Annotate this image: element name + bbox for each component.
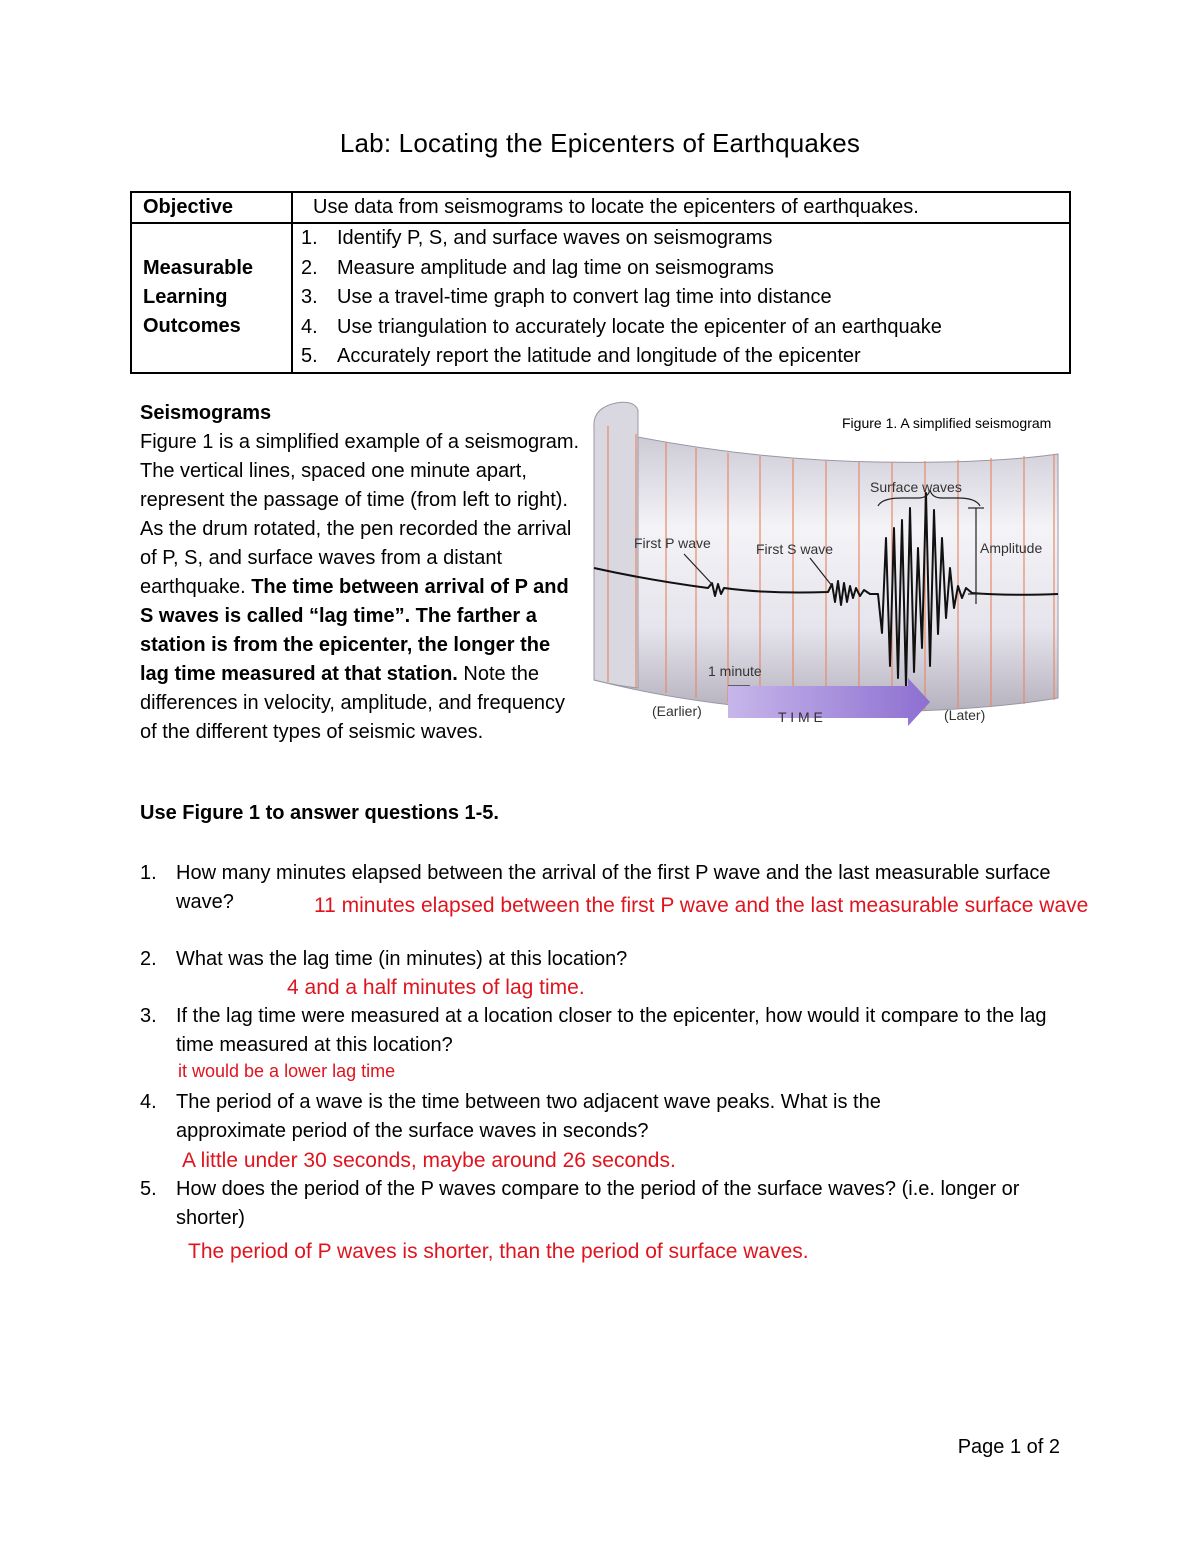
seismogram-figure <box>588 398 1064 740</box>
outcome-number: 4. <box>301 315 318 338</box>
label-surface-waves: Surface waves <box>870 479 962 495</box>
label-first-p-wave: First P wave <box>634 535 711 551</box>
outcome-text: Identify P, S, and surface waves on seismograms <box>337 227 773 249</box>
outcome-text: Measure amplitude and lag time on seismograms <box>337 256 774 279</box>
question-5 <box>140 1175 1055 1233</box>
question-2 <box>140 945 1055 974</box>
question-text: The period of a wave is the time between two adjacent wave peaks. What is the approximate period of the surface waves in seconds? <box>176 1091 881 1142</box>
answer-2: 4 and a half minutes of lag time. <box>287 976 585 999</box>
question-number: 1. <box>140 862 157 884</box>
question-number: 5. <box>140 1178 157 1200</box>
label-amplitude: Amplitude <box>980 540 1043 556</box>
label-time: T I M E <box>778 709 823 725</box>
page-title: Lab: Locating the Epicenters of Earthquakes <box>339 128 861 158</box>
drum-curl <box>594 402 638 688</box>
page-number: Page 1 of 2 <box>957 1436 1060 1458</box>
outcomes-label-line: Outcomes <box>143 315 241 338</box>
answer-5: The period of P waves is shorter, than the period of surface waves. <box>188 1240 809 1263</box>
seismograms-paragraph: Figure 1 is a simplified example of a seismogram. The vertical lines, spaced one minute apart, represent the passage of time (from left to right). As the drum rotated, the pen recorded the arrival of P, S, and surface waves from a distant earthquake. <box>140 431 580 598</box>
seismogram-drum-illustration <box>588 398 1064 740</box>
outcome-text: Use triangulation to accurately locate the epicenter of an earthquake <box>337 315 942 338</box>
outcomes-label <box>131 223 292 373</box>
outcome-number: 2. <box>301 256 318 279</box>
outcome-text: Accurately report the latitude and longitude of the epicenter <box>337 345 861 367</box>
question-text: What was the lag time (in minutes) at this location? <box>176 948 628 970</box>
answer-4: A little under 30 seconds, maybe around 26 seconds. <box>182 1149 676 1172</box>
outcomes-label-line: Measurable <box>143 257 254 280</box>
objectives-table <box>130 191 1071 374</box>
question-number: 2. <box>140 948 157 970</box>
outcomes-list <box>293 224 1069 372</box>
objective-text: Use data from seismograms to locate the epicenters of earthquakes. <box>292 192 1070 223</box>
question-number: 3. <box>140 1005 157 1027</box>
objective-label: Objective <box>131 192 292 223</box>
outcomes-row <box>131 223 1070 373</box>
outcome-number: 5. <box>301 345 318 367</box>
seismograms-section <box>140 399 580 747</box>
label-one-minute: 1 minute <box>708 663 762 679</box>
figure-caption: Figure 1. A simplified seismogram <box>842 415 1052 431</box>
outcome-text: Use a travel-time graph to convert lag time into distance <box>337 286 832 308</box>
answer-3: it would be a lower lag time <box>178 1061 396 1081</box>
label-later: (Later) <box>944 707 986 723</box>
outcome-number: 3. <box>301 286 318 308</box>
outcomes-label-line: Learning <box>143 286 228 309</box>
outcome-item <box>301 342 1069 372</box>
label-earlier: (Earlier) <box>652 703 702 719</box>
objective-row <box>131 192 1070 223</box>
outcome-item <box>301 283 1069 313</box>
question-3 <box>140 1002 1055 1060</box>
seismograms-bold-text: The time between arrival of P and S waves is called “lag time”. The farther a station is from the epicenter, the longer the lag time measured at that station. <box>140 576 569 685</box>
answer-1: 11 minutes elapsed between the first P wave and the last measurable surface wave <box>314 894 1089 917</box>
outcome-number: 1. <box>301 227 318 249</box>
label-first-s-wave: First S wave <box>756 541 834 557</box>
seismograms-heading: Seismograms <box>140 402 272 424</box>
question-text: How does the period of the P waves compare to the period of the surface waves? (i.e. longer or shorter) <box>176 1178 1020 1229</box>
question-text: If the lag time were measured at a location closer to the epicenter, how would it compare to the lag time measured at this location? <box>176 1005 1047 1056</box>
question-text: How many minutes elapsed between the arrival of the first P wave and the last measurable surface wave? <box>176 862 1051 913</box>
outcome-item <box>301 313 1069 343</box>
outcome-item <box>301 224 1069 254</box>
seismograms-paragraph-end: Note the differences in velocity, amplitude, and frequency of the different types of seismic waves. <box>140 663 566 743</box>
question-number: 4. <box>140 1091 157 1113</box>
instruction: Use Figure 1 to answer questions 1-5. <box>140 802 499 824</box>
question-4 <box>140 1088 980 1146</box>
outcomes-list-cell <box>292 223 1070 373</box>
outcome-item <box>301 254 1069 284</box>
